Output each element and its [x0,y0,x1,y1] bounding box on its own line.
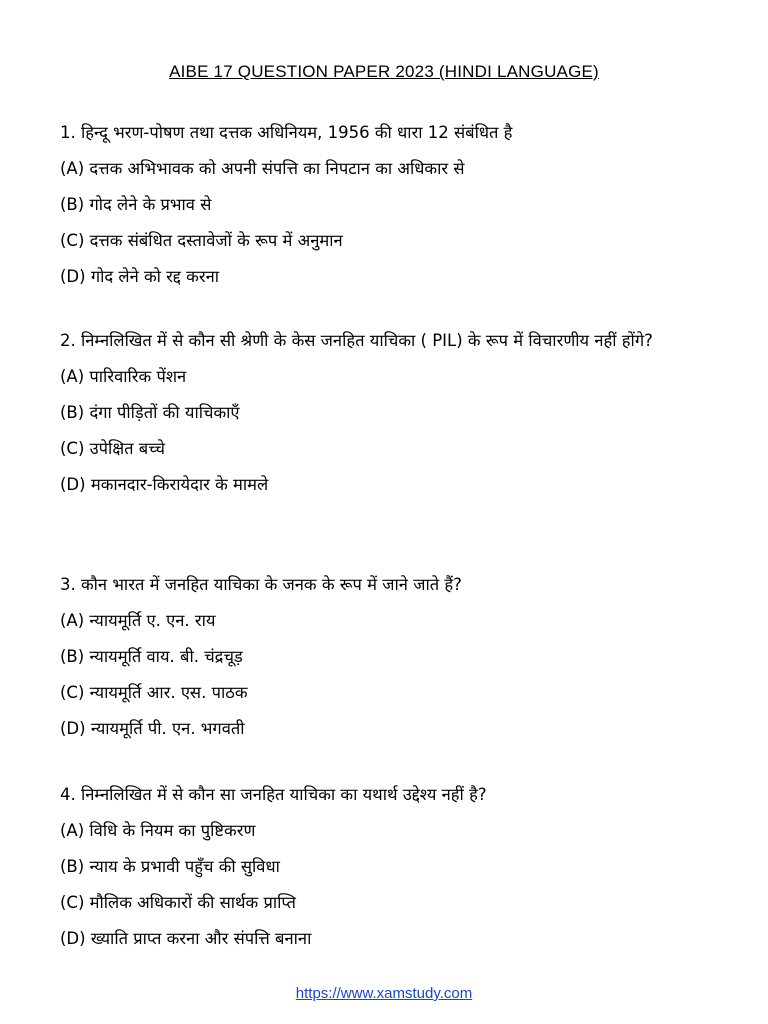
question-3 [60,570,660,750]
question-4 [60,780,660,960]
option-c: (C) उपेक्षित बच्चे [60,439,165,458]
option-c: (C) मौलिक अधिकारों की सार्थक प्राप्ति [60,893,296,912]
option-a: (A) दत्तक अभिभावक को अपनी संपत्ति का निपटान का अधिकार से [60,159,465,178]
question-1 [60,118,660,298]
option-a: (A) पारिवारिक पेंशन [60,367,187,386]
question-2 [60,326,660,506]
option-a: (A) न्यायमूर्ति ए. एन. राय [60,611,216,630]
option-d: (D) मकानदार-किरायेदार के मामले [60,475,269,494]
question-text: 2. निम्नलिखित में से कौन सी श्रेणी के केस जनहित याचिका ( PIL) के रूप में विचारणीय नहीं होंगे? [60,331,653,350]
option-b: (B) दंगा पीड़ितों की याचिकाएँ [60,403,240,422]
footer [0,985,768,1002]
option-b: (B) न्यायमूर्ति वाय. बी. चंद्रचूड़ [60,647,243,666]
option-c: (C) न्यायमूर्ति आर. एस. पाठक [60,683,248,702]
website-link[interactable]: https://www.xamstudy.com [295,985,473,1002]
option-d: (D) गोद लेने को रद्द करना [60,267,220,286]
option-d: (D) न्यायमूर्ति पी. एन. भगवती [60,719,245,738]
option-c: (C) दत्तक संबंधित दस्तावेजों के रूप में अनुमान [60,231,343,250]
question-text: 1. हिन्दू भरण-पोषण तथा दत्तक अधिनियम, 1956 की धारा 12 संबंधित है [60,123,513,142]
option-a: (A) विधि के नियम का पुष्टिकरण [60,821,256,840]
option-d: (D) ख्याति प्राप्त करना और संपत्ति बनाना [60,929,312,948]
question-text: 4. निम्नलिखित में से कौन सा जनहित याचिका का यथार्थ उद्देश्य नहीं है? [60,785,487,804]
question-text: 3. कौन भारत में जनहित याचिका के जनक के रूप में जाने जाते हैं? [60,575,462,594]
option-b: (B) न्याय के प्रभावी पहुँच की सुविधा [60,857,280,876]
page-title: AIBE 17 QUESTION PAPER 2023 (HINDI LANGUAGE) [169,62,599,81]
option-b: (B) गोद लेने के प्रभाव से [60,195,212,214]
